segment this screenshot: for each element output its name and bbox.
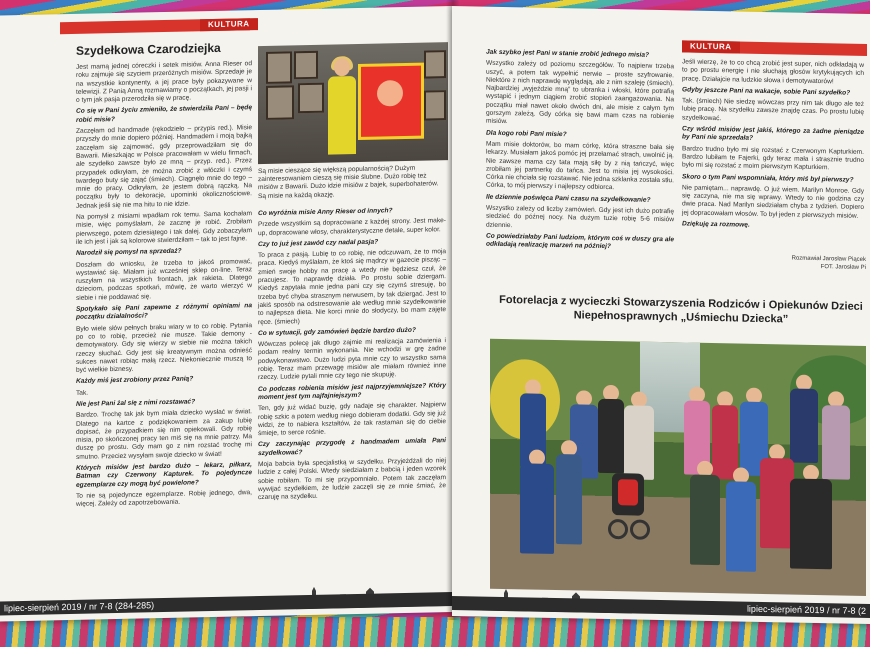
person [556, 440, 582, 550]
interview-question: Co się w Pani życiu zmieniło, że stwierdziła Pani – będę robić misie? [76, 104, 252, 124]
article-title: Szydełkowa Czarodziejka [76, 40, 221, 58]
interview-question: Czy wśród misiów jest jakiś, którego za żadne pieniądze by Pani nie sprzedała? [682, 125, 864, 143]
interview-question: Spotykało się Pani zapewne z różnymi opiniami na początku działalności? [76, 302, 252, 322]
text-column-2 [258, 206, 446, 505]
paragraph: Jest mamą jednej córeczki i setek misiów. Anna Rieser od roku zajmuje się szyciem przeróżnych misiów. Sprzedaje je na wszystkie kontynenty, a jej prace były pokazywane w telewizji. Z Panią Anną rozmawiamy o początkach, jej pasji i o tym jak pasja przerodziła się w pracę. [76, 60, 252, 105]
interview-question: Dla kogo robi Pani misie? [486, 129, 567, 138]
interviewer: Rozmawiał Jarosław Piącek [791, 255, 866, 263]
person [790, 374, 818, 465]
interview-question: Gdyby jeszcze Pani na wakacje, sobie Pani szydełko? [682, 86, 851, 97]
person [726, 467, 756, 578]
paragraph: Zaczęłam od handmade (rękodzieło – przypis red.). Misie przyszły do mnie dopiero później. Handmadem i moją bajką zaczęłam się zajmować, gdy przeprowadziłam się do Bawarii. Mieszkając w Polsce pracowałam w wielu firmach, ale szydełko zawsze było ze mną – przyp. red.). Przez przypadek odkryłam, że można zrobić z włóczki i czymś twardego buty się zająć (śmiech). Ciągnęło mnie do tego – mnie do pracy. Odkryłam, że jestem dobrą rączką. Na początku były to dekoracje, upominki okolicznościowe. Jednak jeśli się nie ma hitu to nie idzie. [76, 124, 252, 210]
interview-credits [752, 254, 866, 272]
paragraph: Wszystko zależy od poziomu szczegółów. To najpierw trzeba uszyć, a potem tak wypełnić nerwie – proste szyfrowanie. Niektóre z nich naprawdę wyglądają, ale z nim szaleję (śmiech). Najbardziej „wyjeździe mną” to ubranka i włoski, które potrafią wystąpić i jednym ciągiem zrobić stopień zaangażowania. Na początku miał nawet około dwóch dni, ale misie z całym tym gorszym zależą. Gdy córka się bawi mam czas na robienie misiów. [486, 59, 674, 126]
paragraph: Wówczas polecę jak długo zajmie mi realizacja zamówienia i podam realny termin wykonania. Nie wchodzi w grę żadne podwykonawstwo. Dużo ludzi pyta mnie czy to wszystko sama robię. Teraz mam przewagę misiów ale miałam również inne rzeczy. Ludzie pytali mnie czy tego nie skupuję. [258, 337, 446, 382]
paragraph: Tak. [76, 389, 89, 397]
section-kicker: KULTURA [682, 40, 740, 53]
report-title-line2: Niepełnosprawnych „Uśmiechu Dziecka” [573, 309, 789, 326]
interview-question: Ile dziennie poświęca Pani czasu na szydełkowanie? [486, 193, 651, 204]
interview-question: Jak szybko jest Pani w stanie zrobić jednego misia? [486, 48, 650, 59]
interview-question: Nie jest Pani żal się z nimi rozstawać? [76, 398, 196, 408]
wall-frame [424, 50, 446, 78]
text-column-2 [682, 58, 864, 235]
paragraph: Nie pamiętam... naprawdę. O już wiem. Marilyn Monroe. Gdy się zaczyna, nie ma się wprawy. Wtedy to nie godzina czy dwie praca. Nad Marilyn siedziałam chyba z tydzień. Dopiero jej dopracowałam włosów. To był jeden z pierwszych misiów. [682, 184, 864, 220]
interview-question: Co w sytuacji, gdy zamówień będzie bardzo dużo? [258, 326, 416, 337]
paragraph: Moja babcia była specjalistką w szydełku. Przyjeżdżali do niej ludzie z całej Polski. Wtedy siedziałam z babcią i jeden wzorek sobie robiłam. To mi się przypomniało. Potem tak zaczęłam wywijać szydełkiem, że ludzie zaczęli się ze mnie śmiać, że czaruję na szydełku. [258, 457, 446, 502]
interview-question: Co podczas robienia misiów jest najprzyjemniejsze? Który moment jest tym najfajniejszym? [258, 381, 446, 402]
stroller [608, 459, 650, 540]
paragraph: Przede wszystkim są dopracowane z każdej strony. Jest make-up, dopracowane włosy, charakterystyczne detale, super kolor. [258, 217, 446, 237]
wall-frame [294, 51, 318, 80]
photo-caption: Są misie cieszące się większą popularnością? Dużym zainteresowaniem cieszą się misie ślubne. Dużo robię też misiów z Bawarii. Dużo idzie misiów z bajek, superbohaterów. Są misie na każdą okazję. [258, 164, 439, 200]
issue-info: lipiec-sierpień 2019 / nr 7-8 (2 [746, 603, 866, 616]
left-page [0, 6, 452, 621]
interview-question: Czy zaczynając przygodę z handmadem umiała Pani szydełkować? [258, 437, 446, 457]
interview-question: Których misiów jest bardzo dużo – lekarz, piłkarz, Batman czy Czerwony Kapturek. To pojedyncze egzemplarze czy mogą być powielone? [76, 461, 252, 489]
interview-question: Co powiedziałaby Pani ludziom, którym coś w duszy gra ale odkładają realizację marzeń na później? [486, 232, 674, 251]
text-column-1 [76, 60, 252, 512]
paragraph: Tak. (śmiech) Nie siedzę wówczas przy nim tak długo ale też lubię pracę. Na szydełku zawsze znajdę czas. Po prostu lubię szydełkować. [682, 97, 864, 122]
person [520, 449, 554, 560]
wall-frame [266, 85, 294, 120]
right-page [452, 6, 870, 624]
person [690, 461, 720, 572]
teddy-poster [358, 63, 424, 140]
paragraph: Doszłam do wniosku, że trzeba to jakoś promować, wystawiać się. Miałam już wcześniej sklep on-line. Teraz ruszyłam na wszystkich frontach, jak rakieta. Dlatego dzieciom, podczas spotkań, mówię, że warto wierzyć w siebie i nie poddawać się. [76, 257, 252, 302]
page-footer [0, 592, 452, 615]
wall-frame [266, 51, 292, 84]
interview-question: Dziękuję za rozmowę. [682, 220, 750, 229]
paragraph: To praca z pasją. Lubię to co robię, nie odczuwam, że to moja praca. Kiedyś myślałam, że ktoś się mądrzy w gazecie pisząc – zmień swoje hobby na pracę a wtedy nie będziesz czuł, że pracujesz. To naprawdę działa. Po prostu sobie dziergam. Kiedyś zapytała mnie jedna pani czy się czymś stresuję, bo trzeba być chyba strasznym nerwusem, by tak dziergać. Jest to jakiś sposób na odstresowanie ale według mnie szydełkowanie to najlepsza dieta. Nie korci mnie do słodyczy, bo mam zajęte ręce. (śmiech) [258, 248, 446, 326]
paragraph: Było wiele słów pełnych braku wiary w to co robię. Pytania po co to robię, przecież nie musze. Takie demony - demotywatory. Gdy się wierzy w siebie nie można takich rzeczy słuchać. Gdy jest się kreatywnym można odnieść sukces nawet robiąc małą rzecz. Niekoniecznie muszą to być wielkie biznesy. [76, 321, 252, 374]
paragraph: Mam misie doktorów, bo mam córkę, która straszne bała się lekarzy. Musiałam jakoś pomóc jej przełamać strach, uwolnić ją. Nie zawsze mama czy tata mają siłę by z nią tańczyć, więc zrobiłam jej partnerkę do tańca. Jest to misia jej wysokości. Córka nie chciała się rozstawać. Nie jedna szklanka została stłu. Córka, to mój pierwszy i najlepszy odbiorca. [486, 140, 675, 192]
paragraph: Na pomysł z misiami wpadłam rok temu. Sama kochałam misie, więc pomyślałam, że zacznę je robić. Zrobiłam pierwszego, potem dziesiątego i tak dalej. Gdy zobaczyłam ile ich jest i jak są kolorowe stwierdziłam – tak to jest fajne. [76, 210, 252, 246]
person [790, 464, 832, 575]
artist-figure [328, 58, 356, 155]
paragraph: Wszystko zależy od liczby zamówień. Gdy jest ich dużo potrafię siedzieć do późnej nocy. Na dużym tuzie robię 5-6 misiów dziennie. [486, 204, 674, 229]
paragraph: To nie są pojedyncze egzemplarze. Robię jednego, dwa, więcej. Zależy od zapotrzebowania. [76, 489, 252, 509]
paragraph: Bardzo. Trochę tak jak bym miała dziecko wysłać w świat. Dlatego na kartce z podziękowaniem za zakup lubię dopisać, że przypadkiem się nim opiekowali. Gdy robię misia, po skończonej pracy ten miś się na mnie patrzy. Ma duszę po prostu. Gdy mam go z nim rozstać trochę mi smutno. Przecież wysyłam swoje dziecko w świat! [76, 408, 252, 461]
wall-frame [298, 83, 324, 114]
issue-info: lipiec-sierpień 2019 / nr 7-8 (284-285) [4, 600, 155, 614]
interview-question: Narodził się pomysł na sprzedaż? [76, 247, 182, 258]
paragraph: Ten, gdy już widać buzię, gdy nadaje się charakter. Najpierw robię szkic a potem według niego dobieram dodatki. Gdy się już widzi, że to nabiera kształtów, że tak rastaman się do ciebie śmieje, to serce rośnie. [258, 401, 446, 438]
interview-question: Czy to już jest zawód czy nadal pasja? [258, 238, 379, 248]
paragraph: Bardzo trudno było mi się rozstać z Czerwonym Kapturkiem. Bardzo lubiłam te Fajerki, gdy teraz mała i strasznie trudno było mi się rozstać z moim pierwszym Kapturkiem. [682, 145, 864, 172]
photo-report-title [492, 293, 870, 328]
person [760, 444, 794, 555]
photo-credit: FOT. Jarosław Pi [820, 264, 866, 271]
group-photo [490, 339, 866, 596]
interview-question: Skoro o tym Pani wspomniała, który miś był pierwszy? [682, 172, 854, 184]
interview-question: Co wyróżnia misie Anny Rieser od innych? [258, 207, 393, 218]
page-footer [452, 596, 870, 618]
artist-photo [258, 42, 448, 164]
paragraph: Jeśli wierzę, że to co chcą zrobić jest super, nich odkładają w to po prostu energię i nie słuchają głosów krytykujących ich pracę. Działajcie na ludzkie słowa i demotywatorów! [682, 58, 864, 85]
text-column-1 [486, 49, 674, 256]
section-kicker: KULTURA [200, 18, 258, 31]
report-title-line1: Fotorelacja z wycieczki Stowarzyszenia Rodziców i Opiekunów Dzieci [499, 293, 863, 313]
interview-question: Każdy miś jest zrobiony przez Panią? [76, 375, 194, 386]
wall-frame [424, 90, 446, 120]
